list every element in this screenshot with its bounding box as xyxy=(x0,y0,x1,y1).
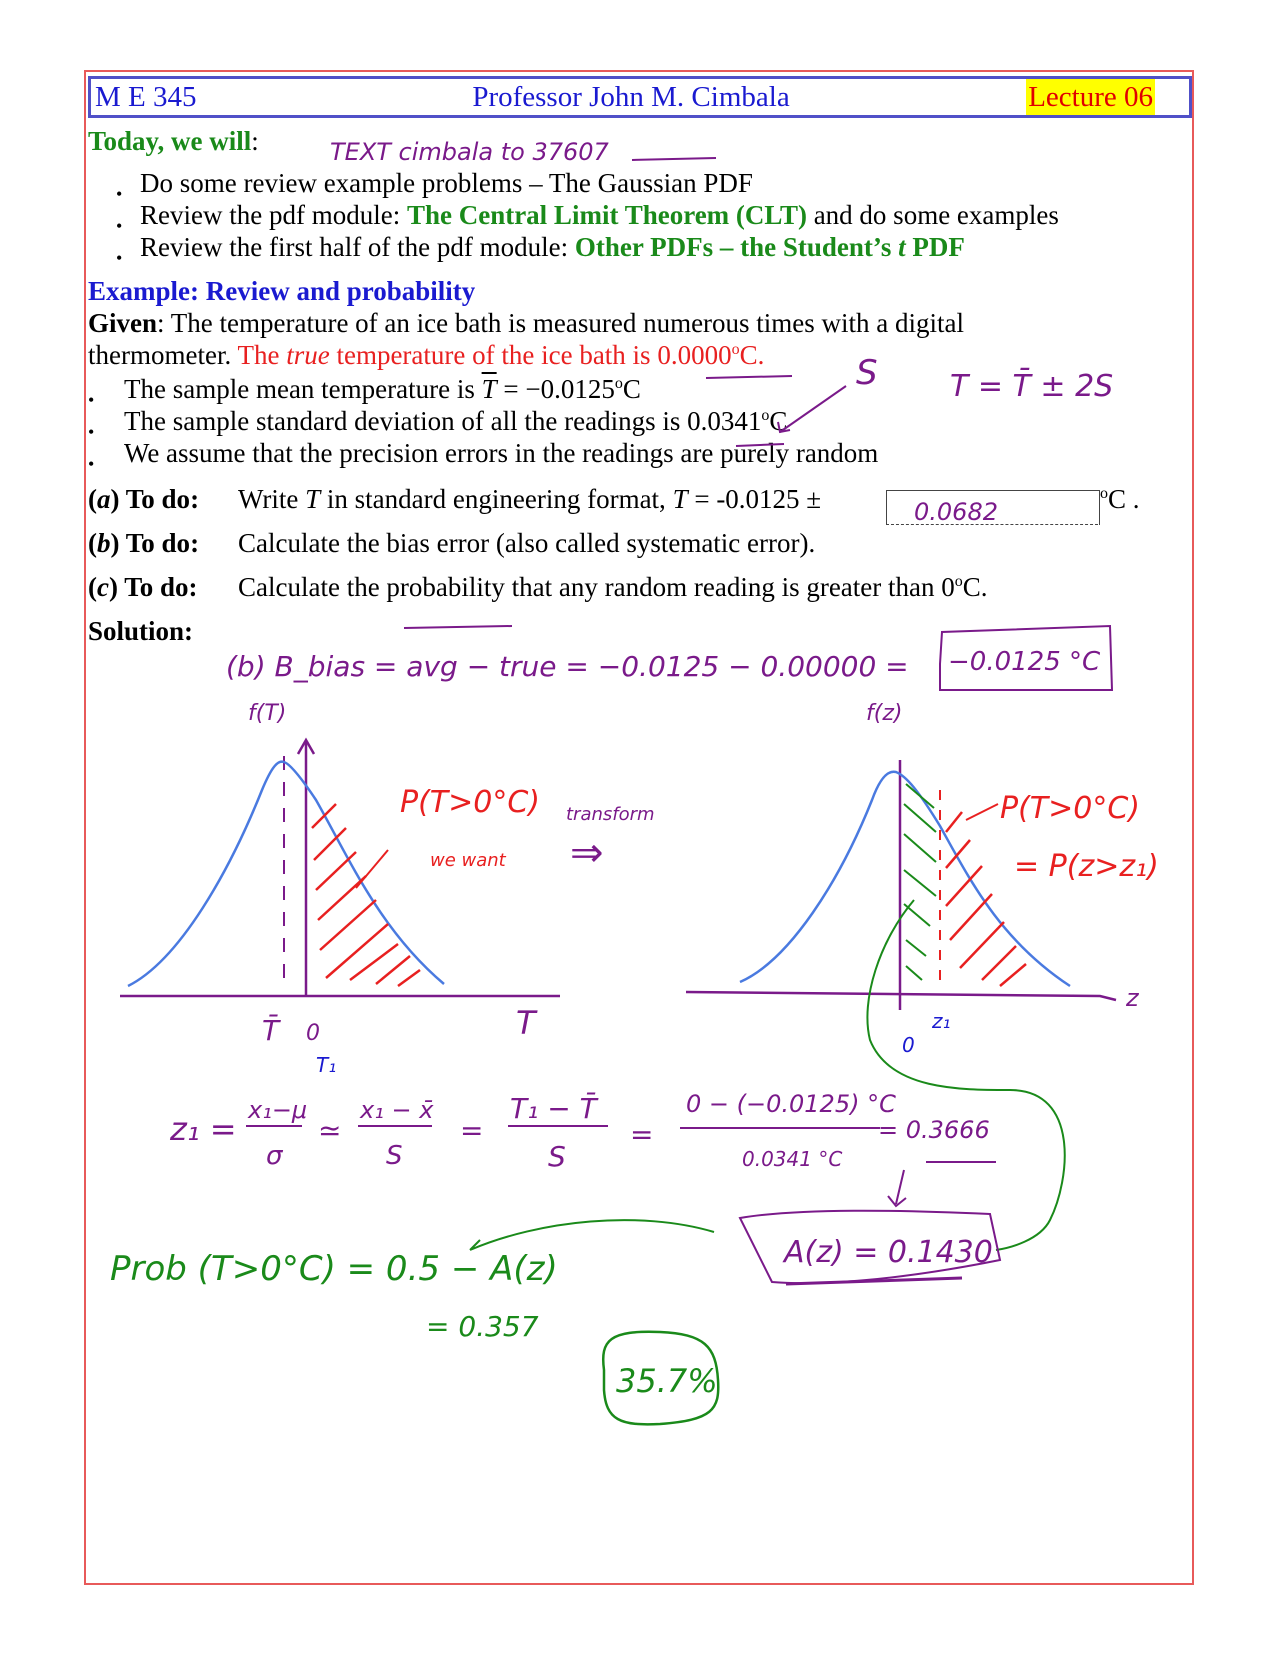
approx-sign: ≃ xyxy=(318,1114,342,1147)
left-want: we want xyxy=(430,850,506,871)
left-t1: T₁ xyxy=(316,1053,337,1077)
transform-label: transform xyxy=(566,804,655,825)
equals-1: = xyxy=(460,1114,484,1147)
given-label: Given xyxy=(88,308,158,338)
frac4-num: 0 − (−0.0125) °C xyxy=(686,1090,896,1118)
todo-c-letter: c xyxy=(97,572,109,602)
stdev-underline xyxy=(736,444,784,446)
true-ital: true xyxy=(286,340,330,370)
today-item-3-ital: t xyxy=(898,232,906,262)
todo-b: (b) To do: xyxy=(88,528,200,558)
left-xlabel: T xyxy=(516,1004,536,1042)
today-item-1-text: Do some review example problems – The Gaussian PDF xyxy=(140,168,753,198)
todo-b-label: To do xyxy=(119,528,191,558)
todo-a-letter: a xyxy=(97,484,111,514)
prob-value: = 0.357 xyxy=(426,1310,539,1343)
given-text: : The temperature of an ice bath is measured numerous times with a digital xyxy=(157,308,965,338)
right-p1: P(T>0°C) xyxy=(1000,791,1140,826)
stdev-text: The sample standard deviation of all the readings is 0.0341 xyxy=(124,406,762,436)
left-gaussian-curve xyxy=(128,762,444,986)
left-shading xyxy=(312,804,420,986)
mean-unit: C xyxy=(622,374,641,404)
mean-text: The sample mean temperature is xyxy=(124,374,475,404)
today-item-3-bold: Other PDFs – the Student’s xyxy=(574,232,899,262)
result-arrow xyxy=(888,1170,906,1206)
tbar-symbol: $\overline{T}$ xyxy=(481,374,497,404)
todo-a-eq: = -0.0125 ± xyxy=(687,484,822,514)
solution-label: Solution: xyxy=(88,616,194,646)
true-pre: The xyxy=(237,340,287,370)
bullet-dot: • xyxy=(88,422,95,442)
s-symbol: S xyxy=(856,353,878,393)
today-note-text: TEXT cimbala to 37607 xyxy=(330,138,609,166)
todo-a-ital: T xyxy=(305,484,321,514)
professor-name: Professor John M. Cimbala xyxy=(472,81,790,113)
course-code: M E 345 xyxy=(95,81,197,113)
bullet-dot: • xyxy=(116,248,123,268)
right-p2: = P(z>z₁) xyxy=(1014,849,1159,884)
today-item-2-bold: The Central Limit Theorem (CLT) xyxy=(406,200,807,230)
left-ylabel: f(T) xyxy=(248,701,287,726)
today-item-3-bold2: PDF xyxy=(905,232,965,262)
frac1-den: σ xyxy=(266,1141,283,1171)
true-unit: C. xyxy=(739,340,765,370)
todo-a-pre: Write xyxy=(238,484,306,514)
todo-c: (c) To do: xyxy=(88,572,198,602)
today-item-2-post: and do some examples xyxy=(806,200,1059,230)
todo-a: (a) To do: xyxy=(88,484,200,514)
bullet-dot: • xyxy=(116,184,123,204)
todo-b-letter: b xyxy=(97,528,111,558)
right-xlabel: z xyxy=(1126,984,1139,1012)
given-text-2: thermometer. xyxy=(88,340,238,370)
deg-symbol: o xyxy=(1100,485,1108,502)
left-zero: 0 xyxy=(306,1021,320,1046)
transform-arrow: ⇒ xyxy=(570,830,604,876)
bias-line: (b) B_bias = avg − true = −0.0125 − 0.00000 = xyxy=(226,650,909,683)
area-arrow xyxy=(470,1220,714,1250)
stdev-pointer-arrow xyxy=(780,386,846,432)
frac2-num: x₁ − x̄ xyxy=(360,1096,434,1124)
right-zero: 0 xyxy=(902,1033,915,1057)
deg-symbol: o xyxy=(954,573,963,590)
probability-underline xyxy=(404,626,512,628)
right-z1: z₁ xyxy=(932,1009,951,1033)
area-value: A(z) = 0.1430 xyxy=(784,1235,993,1270)
right-pointer xyxy=(966,804,998,820)
example-title: Example: Review and probability xyxy=(88,276,476,306)
today-label: Today, we will xyxy=(88,126,252,156)
true-temp-underline xyxy=(706,376,792,378)
todo-a-label: To do xyxy=(119,484,191,514)
bullet-dot: • xyxy=(116,216,123,236)
z-result: = 0.3666 xyxy=(878,1116,990,1144)
bias-box-value: −0.0125 °C xyxy=(948,647,1101,677)
frac3-den: S xyxy=(548,1140,566,1173)
solution-label-text: Solution xyxy=(88,616,185,646)
z-equation xyxy=(169,1090,996,1206)
bullet-dot: • xyxy=(88,454,95,474)
stdev-unit: C xyxy=(769,406,788,436)
today-colon: : xyxy=(251,126,259,156)
todo-b-text: Calculate the bias error (also called systematic error). xyxy=(238,528,816,558)
true-post: temperature of the ice bath is 0.0000 xyxy=(329,340,732,370)
frac4-den: 0.0341 °C xyxy=(742,1147,843,1171)
today-item-3-pre: Review the first half of the pdf module: xyxy=(140,232,575,262)
final-answer: 35.7% xyxy=(616,1362,718,1400)
frac1-num: x₁−μ xyxy=(248,1096,308,1124)
todo-c-main: Calculate the probability that any random reading is greater than 0 xyxy=(238,572,955,602)
frac3-num: T₁ − T̄ xyxy=(510,1092,597,1125)
right-ylabel: f(z) xyxy=(866,701,903,726)
deg-symbol: o xyxy=(731,341,740,358)
deg-symbol: o xyxy=(614,375,623,392)
t-equation: T = T̄ ± 2S xyxy=(950,369,1114,404)
todo-a-unit-text: C . xyxy=(1108,484,1140,514)
bullet-dot: • xyxy=(88,390,95,410)
left-p-label: P(T>0°C) xyxy=(400,785,540,820)
right-red-shading xyxy=(946,812,1026,986)
prob-line: Prob (T>0°C) = 0.5 − A(z) xyxy=(110,1249,558,1289)
lecture-number: Lecture 06 xyxy=(1028,81,1153,113)
z1-label: z₁ = xyxy=(170,1110,237,1148)
todo-c-unit: C. xyxy=(962,572,988,602)
random-text: We assume that the precision errors in the readings are purely random xyxy=(124,438,879,468)
left-pointer xyxy=(356,850,388,888)
todo-c-label: To do xyxy=(117,572,189,602)
todo-a-post: in standard engineering format, xyxy=(320,484,673,514)
left-tbar: T̄ xyxy=(262,1014,280,1047)
frac2-den: S xyxy=(386,1141,403,1171)
deg-symbol: o xyxy=(761,407,770,424)
equals-2: = xyxy=(630,1118,654,1151)
note-underline xyxy=(632,158,716,160)
today-item-2-pre: Review the pdf module: xyxy=(140,200,407,230)
mean-value: = −0.0125 xyxy=(503,374,615,404)
blank-answer: 0.0682 xyxy=(914,498,998,526)
todo-a-eq-ital: T xyxy=(672,484,688,514)
